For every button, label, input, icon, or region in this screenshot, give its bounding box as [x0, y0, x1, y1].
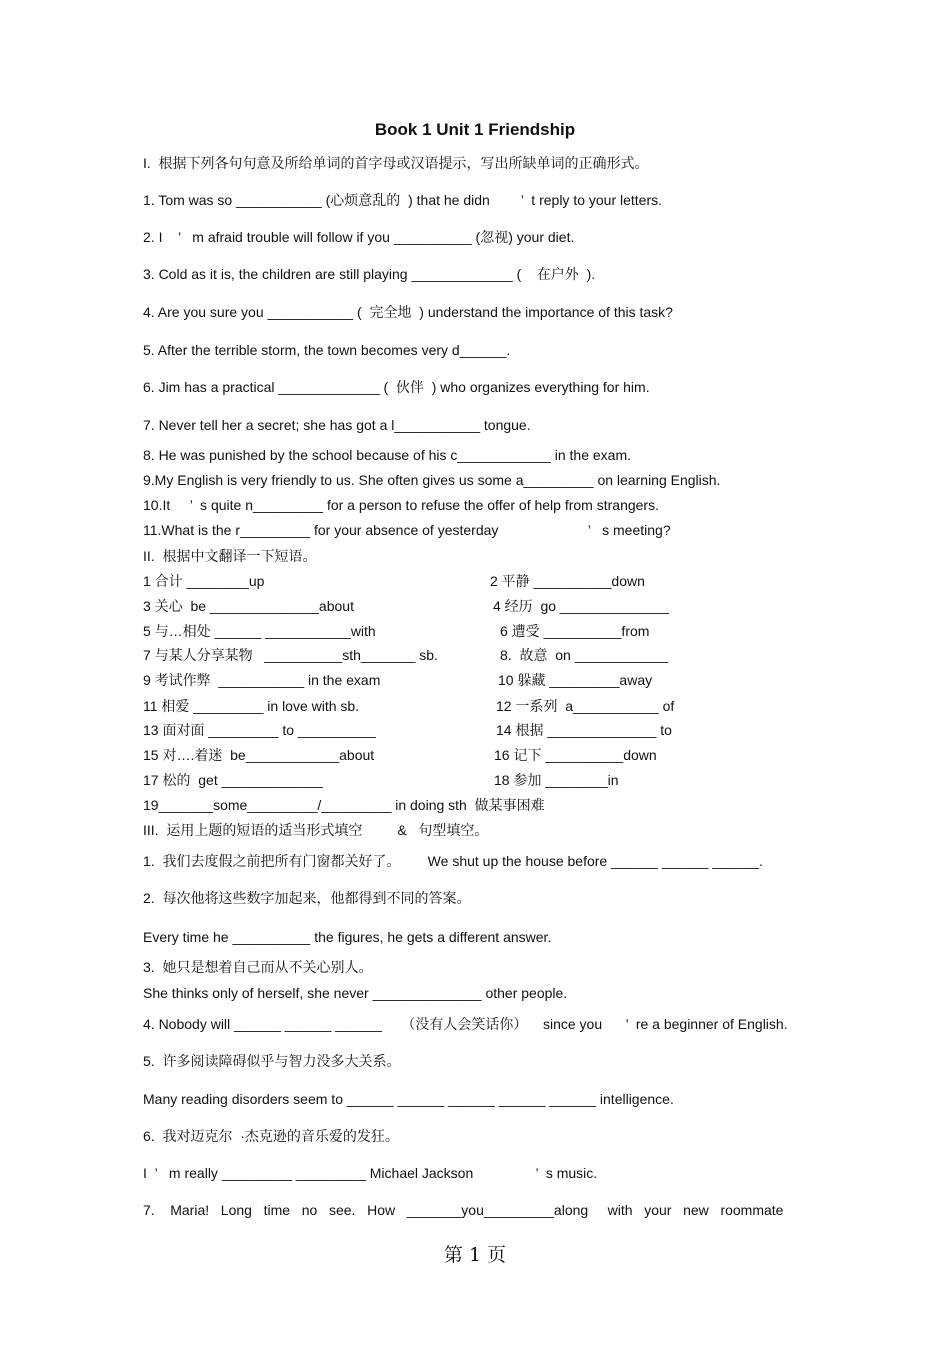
- exercise-line: 1. Tom was so ___________ (心烦意乱的 ) that he didn ’ t reply to your letters.: [143, 192, 663, 208]
- exercise-line: 3. 她只是想着自己而从不关心别人。: [143, 959, 373, 975]
- exercise-line: 6. Jim has a practical _____________ ( 伙伴 ) who organizes everything for him.: [143, 379, 650, 395]
- phrase-item: 4 经历 go ______________: [493, 598, 669, 614]
- exercise-line: I ’ m really _________ _________ Michael Jackson ’ s music.: [143, 1165, 598, 1181]
- exercise-line: 5. 许多阅读障碍似乎与智力没多大关系。: [143, 1053, 401, 1069]
- section-1-heading: I. 根据下列各句句意及所给单词的首字母或汉语提示，写出所缺单词的正确形式。: [143, 155, 649, 171]
- section-3-heading: III. 运用上题的短语的适当形式填空 & 句型填空。: [143, 822, 489, 838]
- exercise-line: 6. 我对迈克尔 ·杰克逊的音乐爱的发狂。: [143, 1128, 399, 1144]
- phrase-item: 2 平静 __________down: [490, 573, 645, 589]
- phrase-item: 16 记下 __________down: [494, 747, 657, 763]
- phrase-item: 14 根据 ______________ to: [496, 722, 672, 738]
- exercise-line: Every time he __________ the figures, he gets a different answer.: [143, 929, 552, 945]
- phrase-item: 18 参加 ________in: [494, 772, 619, 788]
- exercise-line: 11.What is the r_________ for your absence of yesterday ’ s meeting?: [143, 522, 671, 538]
- phrase-item: 1 合计 ________up: [143, 573, 265, 589]
- phrase-item: 6 遭受 __________from: [500, 623, 650, 639]
- exercise-line: 1. 我们去度假之前把所有门窗都关好了。 We shut up the house before ______ ______ ______.: [143, 853, 763, 869]
- exercise-line: 4. Are you sure you ___________ ( 完全地 ) understand the importance of this task?: [143, 304, 673, 320]
- phrase-item: 10 躲藏 _________away: [498, 672, 653, 688]
- exercise-line: 3. Cold as it is, the children are still playing _____________ ( 在户外 ).: [143, 266, 596, 282]
- phrase-item: 12 一系列 a___________ of: [496, 698, 675, 714]
- exercise-line: 7. Never tell her a secret; she has got a l___________ tongue.: [143, 417, 531, 433]
- phrase-item: 15 对….着迷 be____________about: [143, 747, 375, 763]
- section-2-heading: II. 根据中文翻译一下短语。: [143, 548, 317, 564]
- phrase-item: 19_______some_________/_________ in doing sth 做某事困难: [143, 797, 545, 813]
- exercise-line: 5. After the terrible storm, the town becomes very d______.: [143, 342, 511, 358]
- phrase-item: 13 面对面 _________ to __________: [143, 722, 376, 738]
- exercise-line: 8. He was punished by the school because of his c____________ in the exam.: [143, 447, 631, 463]
- phrase-item: 3 关心 be ______________about: [143, 598, 354, 614]
- exercise-line: 9.My English is very friendly to us. She often gives us some a_________ on learning English.: [143, 472, 721, 488]
- phrase-item: 17 松的 get _____________: [143, 772, 323, 788]
- exercise-line: Many reading disorders seem to ______ ______ ______ ______ ______ intelligence.: [143, 1091, 674, 1107]
- exercise-line: 2. 每次他将这些数字加起来，他都得到不同的答案。: [143, 890, 471, 906]
- exercise-line: She thinks only of herself, she never ______________ other people.: [143, 985, 568, 1001]
- phrase-item: 9 考试作弊 ___________ in the exam: [143, 672, 381, 688]
- exercise-line: 7. Maria! Long time no see. How _______you_________along with your new roommate: [143, 1202, 784, 1218]
- exercise-line: 10.It ’ s quite n_________ for a person to refuse the offer of help from strangers.: [143, 497, 659, 513]
- exercise-line: 2. I ’ m afraid trouble will follow if you __________ (忽视) your diet.: [143, 229, 575, 245]
- phrase-item: 11 相爱 _________ in love with sb.: [143, 698, 360, 714]
- exercise-line: 4. Nobody will ______ ______ ______ （没有人会笑话你） since you ’ re a beginner of English.: [143, 1016, 788, 1032]
- page-title: Book 1 Unit 1 Friendship: [374, 120, 576, 139]
- phrase-item: 8. 故意 on ____________: [500, 647, 669, 663]
- phrase-item: 5 与…相处 ______ ___________with: [143, 623, 376, 639]
- phrase-item: 7 与某人分享某物 __________sth_______ sb.: [143, 647, 438, 663]
- page-number: 第 1 页: [443, 1244, 507, 1266]
